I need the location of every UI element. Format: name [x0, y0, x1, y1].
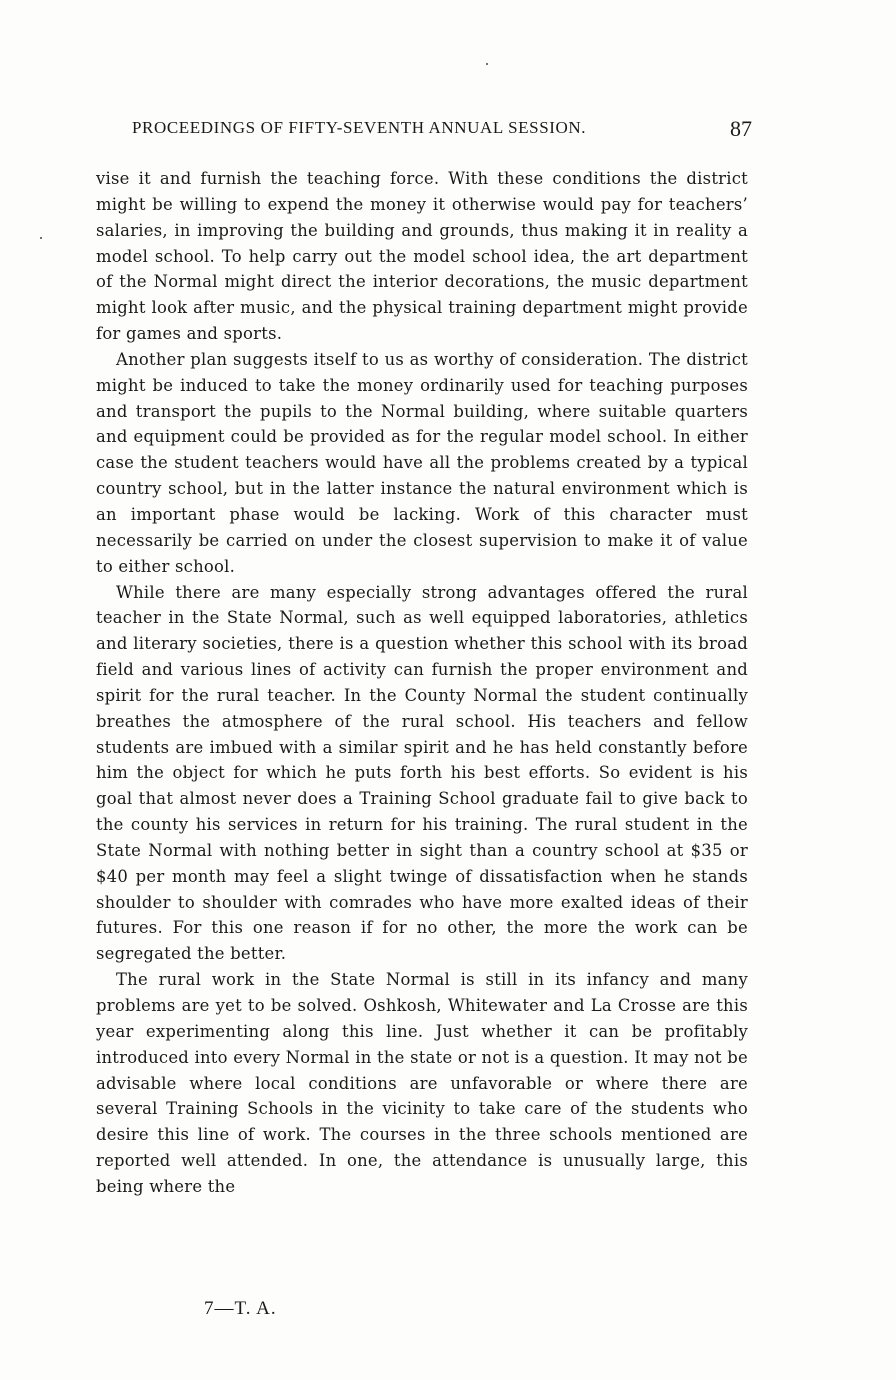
signature-mark: 7—T. A. [204, 1298, 277, 1319]
paragraph: Another plan suggests itself to us as worthy of consideration. The district might be induced to take the money ordinarily used for teaching purposes and transport the pupils to the Normal building, where suitable quarters and equipment could be provided as for the regular model school. In either case the student teachers would have all the problems created by a typical country school, but in the latter instance the natural environment which is an important phase would be lacking. Work of this character must necessarily be carried on under the closest supervision to make it of value to either school. [96, 349, 748, 576]
body-text [96, 166, 748, 1200]
page-header [132, 118, 752, 142]
print-speck [40, 237, 42, 239]
running-head: PROCEEDINGS OF FIFTY-SEVENTH ANNUAL SESSION. [132, 118, 587, 137]
paragraph: vise it and furnish the teaching force. With these conditions the district might be willing to expend the money it otherwise would pay for teachers’ salaries, in improving the building and grounds, thus making it in reality a model school. To help carry out the model school idea, the art department of the Normal might direct the interior decorations, the music department might look after music, and the physical training department might provide for games and sports. [96, 169, 748, 344]
page-number: 87 [730, 116, 752, 141]
paragraph: While there are many especially strong advantages offered the rural teacher in the State Normal, such as well equipped laboratories, athletics and literary societies, there is a question whether this school with its broad field and various lines of activity can furnish the proper environment and spirit for the rural teacher. In the County Normal the student continually breathes the atmosphere of the rural school. His teachers and fellow students are imbued with a similar spirit and he has held constantly before him the object for which he puts forth his best efforts. So evident is his goal that almost never does a Training School graduate fail to give back to the county his services in return for his training. The rural student in the State Normal with nothing better in sight than a country school at $35 or $40 per month may feel a slight twinge of dissatisfaction when he stands shoulder to shoulder with comrades who have more exalted ideas of their futures. For this one reason if for no other, the more the work can be segregated the better. [96, 582, 748, 964]
print-speck [486, 63, 488, 65]
paragraph: The rural work in the State Normal is still in its infancy and many problems are yet to be solved. Oshkosh, Whitewater and La Crosse are this year experimenting along this line. Just whether it can be profitably introduced into every Normal in the state or not is a question. It may not be advisable where local conditions are unfavorable or where there are several Training Schools in the vicinity to take care of the students who desire this line of work. The courses in the three schools mentioned are reported well attended. In one, the attendance is unusually large, this being where the [96, 970, 748, 1196]
